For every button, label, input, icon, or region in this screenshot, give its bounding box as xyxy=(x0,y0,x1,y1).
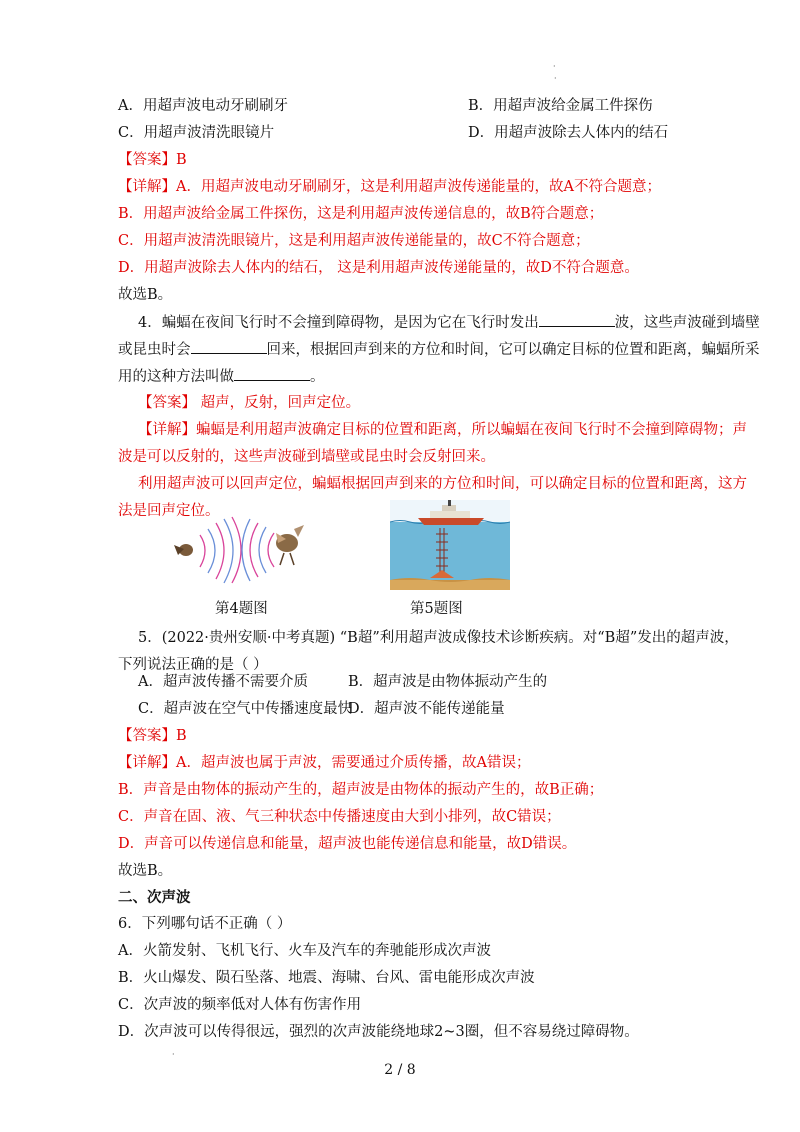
q6-option-c: C．次声波的频率低对人体有伤害作用 xyxy=(118,997,362,1013)
q6-option-b: B．火山爆发、陨石坠落、地震、海啸、台风、雷电能形成次声波 xyxy=(118,970,535,986)
section-heading: 二、次声波 xyxy=(118,890,191,906)
stray-dot: · xyxy=(172,1050,175,1059)
q5-option-a: A．超声波传播不需要介质 xyxy=(138,674,308,690)
q5-stem-line2: 下列说法正确的是（ ） xyxy=(118,657,268,673)
q5-detail-line: D．声音可以传递信息和能量，超声波也能传递信息和能量，故D错误。 xyxy=(118,836,577,852)
stray-dot: · xyxy=(553,62,556,71)
q5-option-b: B．超声波是由物体振动产生的 xyxy=(348,674,548,690)
q3-option-b: B．用超声波给金属工件探伤 xyxy=(468,98,653,114)
q3-option-d: D．用超声波除去人体内的结石 xyxy=(468,125,669,141)
q4-stem-line1 xyxy=(138,312,760,333)
q4-stem-text: 用的这种方法叫做 xyxy=(118,369,234,385)
q3-options-row2 xyxy=(118,123,669,143)
q6-stem: 6．下列哪句话不正确（ ） xyxy=(118,916,292,932)
q5-detail-line: B．声音是由物体的振动产生的，超声波是由物体的振动产生的，故B正确； xyxy=(118,782,604,798)
q5-option-c: C．超声波在空气中传播速度最快 xyxy=(138,701,353,717)
q6-option-a: A．火箭发射、飞机飞行、火车及汽车的奔驰能形成次声波 xyxy=(118,943,491,959)
q3-option-a: A．用超声波电动牙刷刷牙 xyxy=(118,98,288,114)
q5-options-row2 xyxy=(138,699,505,719)
q3-detail-line: D．用超声波除去人体内的结石， 这是利用超声波传递能量的，故D不符合题意。 xyxy=(118,260,639,276)
q4-stem-text: 回来，根据回声到来的方位和时间，它可以确定目标的位置和距离，蝙蝠所采 xyxy=(266,342,760,358)
insect-icon xyxy=(276,525,304,565)
q3-option-c: C．用超声波清洗眼镜片 xyxy=(118,125,275,141)
q4-detail-line: 利用超声波可以回声定位，蝙蝠根据回声到来的方位和时间，可以确定目标的位置和距离，这方 xyxy=(138,476,747,492)
q5-detail-line: C．声音在固、液、气三种状态中传播速度由大到小排列，故C错误； xyxy=(118,809,561,825)
q3-options-row1 xyxy=(118,96,653,116)
answer-blank xyxy=(234,366,310,381)
page-number: 2 / 8 xyxy=(384,1062,416,1078)
q3-detail-line: B．用超声波给金属工件探伤，这是利用超声波传递信息的，故B符合题意； xyxy=(118,206,604,222)
q5-detail-line: 【详解】A．超声波也属于声波，需要通过介质传播，故A错误； xyxy=(118,755,531,771)
bat-echolocation-figure xyxy=(170,505,310,585)
answer-blank xyxy=(539,312,615,327)
answer-blank xyxy=(191,339,267,354)
q3-detail-line: 【详解】A．用超声波电动牙刷刷牙，这是利用超声波传递能量的，故A不符合题意； xyxy=(118,179,661,195)
ship-sonar-figure xyxy=(390,500,510,590)
q3-detail-line: C．用超声波清洗眼镜片，这是利用超声波传递能量的，故C不符合题意； xyxy=(118,233,590,249)
q4-detail-line: 法是回声定位。 xyxy=(118,503,220,519)
q6-option-d: D．次声波可以传得很远，强烈的次声波能绕地球2~3圈，但不容易绕过障碍物。 xyxy=(118,1024,639,1040)
q4-stem-text: 。 xyxy=(310,369,325,385)
stray-dot: · xyxy=(554,74,557,83)
q5-option-d: D．超声波不能传递能量 xyxy=(348,701,505,717)
q4-stem-text: 波，这些声波碰到墙壁 xyxy=(614,315,760,331)
q5-conclusion: 故选B。 xyxy=(118,863,173,879)
bat-icon xyxy=(174,544,193,556)
figure-caption: 第4题图 xyxy=(215,601,268,617)
q4-stem-text: 4．蝙蝠在夜间飞行时不会撞到障碍物，是因为它在飞行时发出 xyxy=(138,315,539,331)
q3-conclusion: 故选B。 xyxy=(118,287,173,303)
q4-answer: 【答案】 超声，反射，回声定位。 xyxy=(138,395,361,411)
q5-options-row1 xyxy=(138,672,548,692)
q5-answer: 【答案】B xyxy=(118,728,187,744)
q3-answer: 【答案】B xyxy=(118,152,187,168)
q4-detail-line: 【详解】蝙蝠是利用超声波确定目标的位置和距离，所以蝙蝠在夜间飞行时不会撞到障碍物；声 xyxy=(138,422,747,438)
q4-stem-line2 xyxy=(118,339,760,360)
q5-stem-line1: 5．(2022·贵州安顺·中考真题) “B超”利用超声波成像技术诊断疾病。对“B超”发出的超声波， xyxy=(138,630,739,646)
figure-caption: 第5题图 xyxy=(410,601,463,617)
q4-detail-line: 波是可以反射的，这些声波碰到墙壁或昆虫时会反射回来。 xyxy=(118,449,495,465)
q4-stem-text: 或昆虫时会 xyxy=(118,342,191,358)
q4-stem-line3 xyxy=(118,366,325,387)
